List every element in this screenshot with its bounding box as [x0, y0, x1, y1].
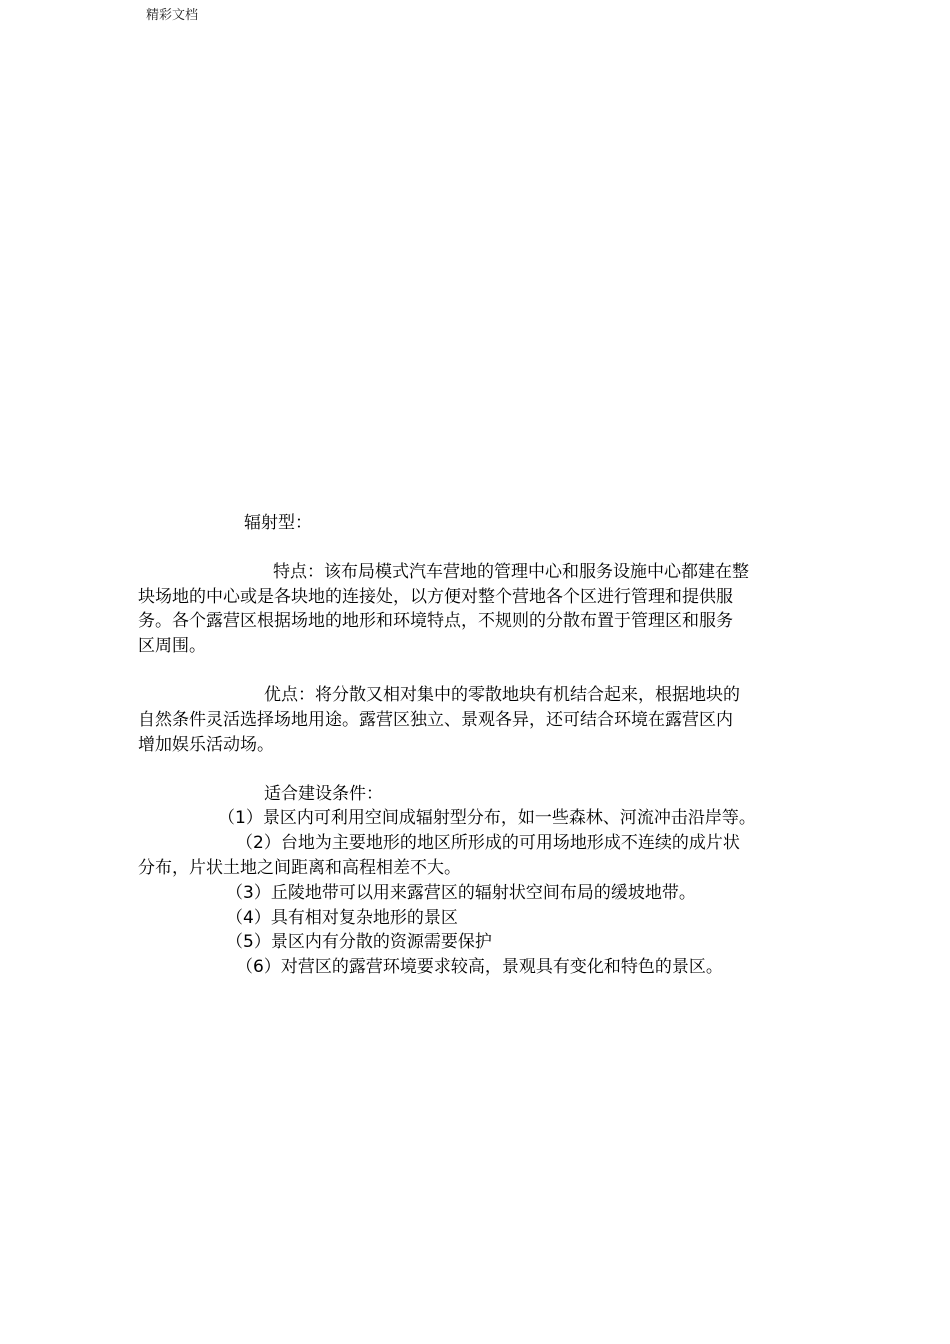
- condition-item-4: （4）具有相对复杂地形的景区: [226, 908, 458, 928]
- conditions-title: 适合建设条件：: [264, 784, 383, 804]
- features-line-4: 区周围。: [138, 636, 206, 656]
- condition-item-2: （2）台地为主要地形的地区所形成的可用场地形成不连续的成片状: [236, 833, 740, 853]
- advantages-line-2: 自然条件灵活选择场地用途。露营区独立、景观各异，还可结合环境在露营区内: [138, 710, 733, 730]
- condition-item-5: （5）景区内有分散的资源需要保护: [226, 932, 492, 952]
- advantages-line-1: 优点：将分散又相对集中的零散地块有机结合起来，根据地块的: [264, 685, 740, 705]
- condition-item-3: （3）丘陵地带可以用来露营区的辐射状空间布局的缓坡地带。: [226, 883, 696, 903]
- section-title: 辐射型：: [244, 513, 312, 533]
- features-line-1: 特点：该布局模式汽车营地的管理中心和服务设施中心都建在整: [273, 562, 749, 582]
- features-line-3: 务。各个露营区根据场地的地形和环境特点，不规则的分散布置于管理区和服务: [138, 611, 733, 631]
- header-watermark: 精彩文档: [146, 8, 199, 23]
- condition-item-2-cont: 分布，片状土地之间距离和高程相差不大。: [138, 858, 461, 878]
- condition-item-6: （6）对营区的露营环境要求较高，景观具有变化和特色的景区。: [236, 957, 723, 977]
- features-line-2: 块场地的中心或是各块地的连接处，以方便对整个营地各个区进行管理和提供服: [138, 587, 733, 607]
- advantages-line-3: 增加娱乐活动场。: [138, 735, 274, 755]
- condition-item-1: （1）景区内可利用空间成辐射型分布，如一些森林、河流冲击沿岸等。: [218, 808, 756, 828]
